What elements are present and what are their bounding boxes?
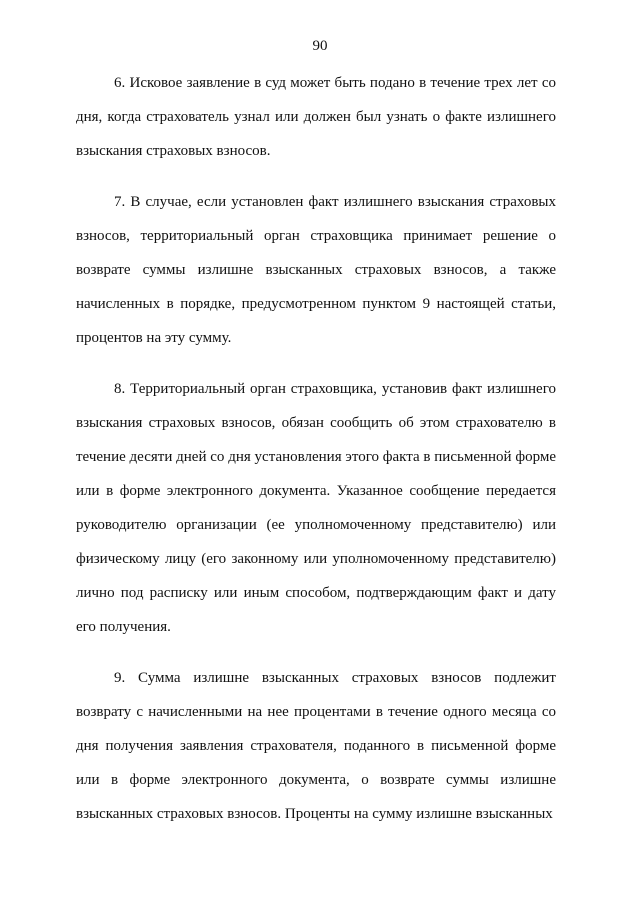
document-body <box>76 66 556 848</box>
paragraph-8: 8. Территориальный орган страховщика, установив факт излишнего взыскания страховых взносов, обязан сообщить об этом страхователю в течение десяти дней со дня установления этого факта в письменной форме или в форме электронного документа. Указанное сообщение передается руководителю организации (ее уполномоченному представителю) или физическому лицу (его законному или уполномоченному представителю) лично под расписку или иным способом, подтверждающим факт и дату его получения. <box>76 381 556 635</box>
paragraph-9: 9. Сумма излишне взысканных страховых взносов подлежит возврату с начисленными на нее процентами в течение одного месяца со дня получения заявления страхователя, поданного в письменной форме или в форме электронного документа, о возврате суммы излишне взысканных страховых взносов. Проценты на сумму излишне взысканных <box>76 670 556 822</box>
page-number: 90 <box>312 38 328 54</box>
paragraph-6: 6. Исковое заявление в суд может быть подано в течение трех лет со дня, когда страхователь узнал или должен был узнать о факте излишнего взыскания страховых взносов. <box>76 75 556 159</box>
paragraph-7: 7. В случае, если установлен факт излишнего взыскания страховых взносов, территориальный орган страховщика принимает решение о возврате суммы излишне взысканных страховых взносов, а также начисленных в порядке, предусмотренном пунктом 9 настоящей статьи, процентов на эту сумму. <box>76 194 556 346</box>
